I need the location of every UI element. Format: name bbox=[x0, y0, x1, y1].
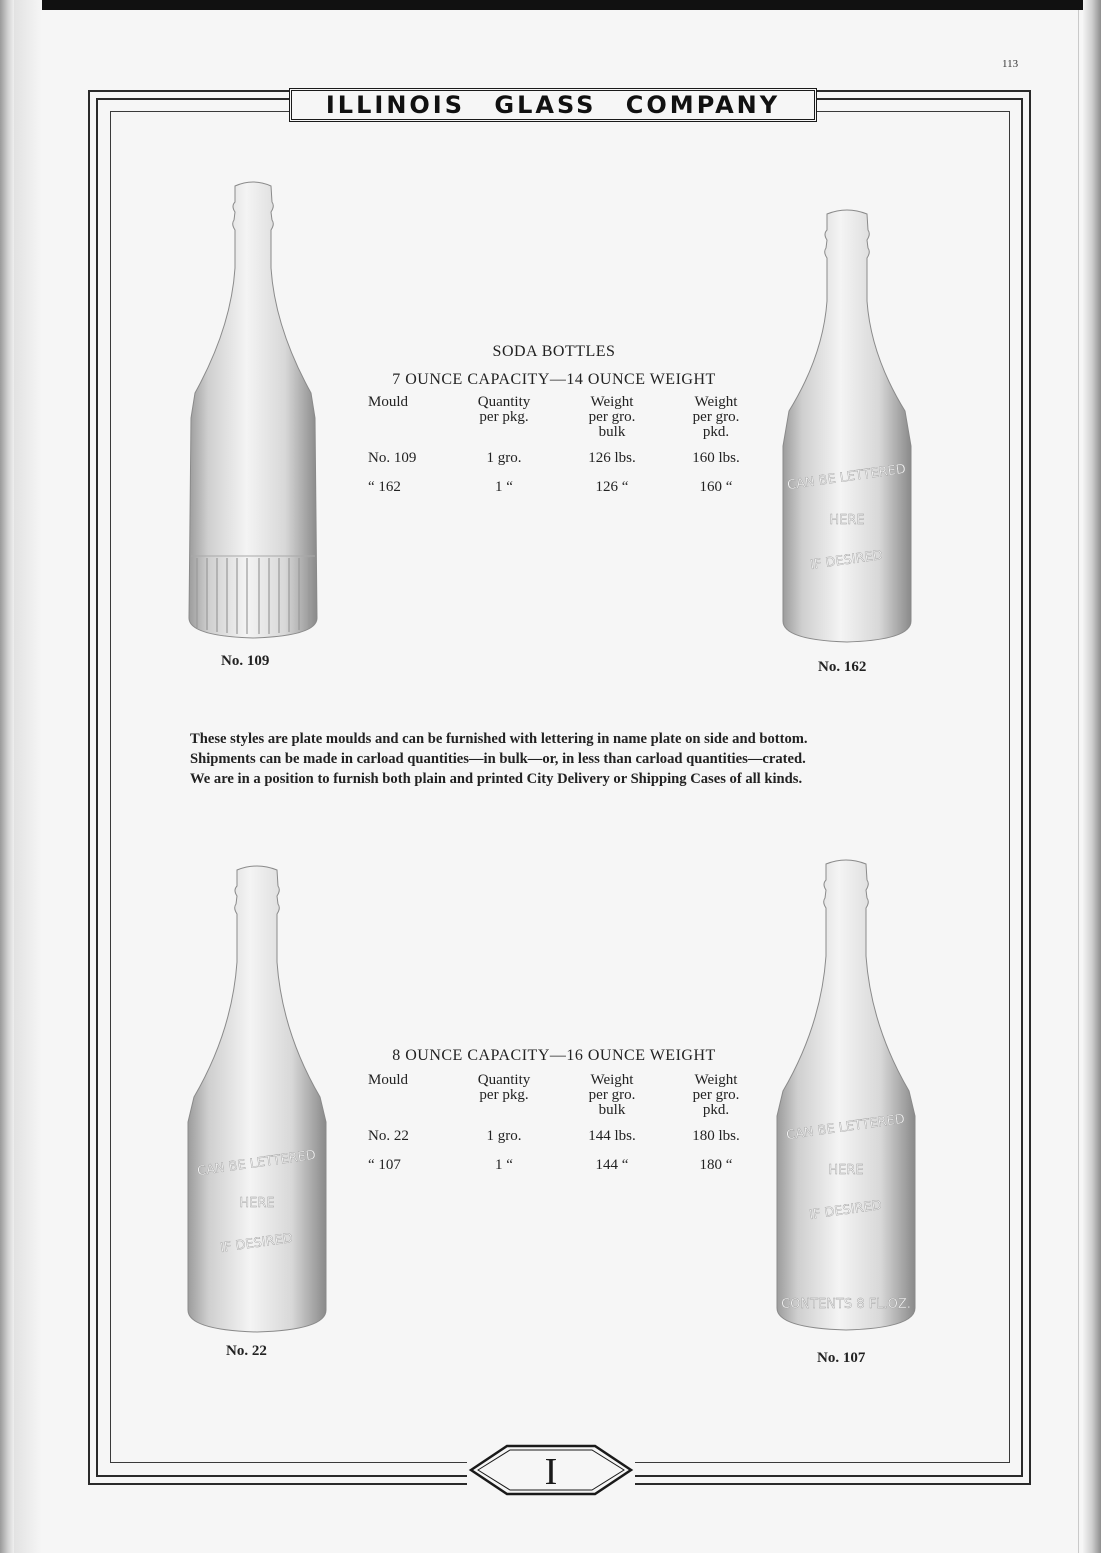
spec-table-7oz bbox=[368, 343, 768, 496]
table-row bbox=[368, 450, 768, 467]
company-title: ILLINOIS GLASS COMPANY bbox=[325, 91, 781, 119]
bottle-caption-107: No. 107 bbox=[817, 1350, 866, 1366]
cell-mould: “ 107 bbox=[368, 1157, 401, 1173]
column-header-sub: per pkg. bbox=[479, 409, 529, 425]
column-header-sub: bulk bbox=[598, 1102, 626, 1118]
column-header: Quantity bbox=[477, 1072, 531, 1088]
cell-weight-pkd: 160 lbs. bbox=[692, 450, 740, 466]
column-header-sub: per gro. bbox=[692, 409, 740, 425]
bottle-caption-109: No. 109 bbox=[221, 653, 270, 669]
cell-weight-pkd: 160 “ bbox=[699, 479, 733, 495]
table-row bbox=[368, 1128, 768, 1145]
cell-weight-bulk: 144 “ bbox=[595, 1157, 629, 1173]
scan-page-edge-line bbox=[1078, 10, 1079, 1553]
scan-edge-right bbox=[1083, 0, 1101, 1553]
cell-quantity: 1 “ bbox=[495, 1157, 513, 1173]
footer-emblem bbox=[467, 1440, 635, 1500]
embossed-text-line: IF DESIRED bbox=[219, 1231, 294, 1257]
bottle-caption-22: No. 22 bbox=[226, 1343, 267, 1359]
column-header-sub: bulk bbox=[598, 424, 626, 440]
notes-paragraph bbox=[190, 729, 940, 789]
bottle-illustration-107 bbox=[771, 856, 921, 1332]
cell-weight-bulk: 126 lbs. bbox=[588, 450, 636, 466]
header-banner bbox=[289, 88, 817, 122]
page-number: 113 bbox=[1002, 58, 1019, 70]
column-header-sub: pkd. bbox=[702, 1102, 730, 1118]
section-subheading: 7 OUNCE CAPACITY—14 OUNCE WEIGHT bbox=[392, 371, 716, 388]
notes-line: We are in a position to furnish both plain and printed City Delivery or Shipping Cases of all kinds. bbox=[190, 771, 803, 787]
bottle-caption-162: No. 162 bbox=[818, 659, 867, 675]
embossed-text-line: HERE bbox=[828, 1163, 864, 1178]
column-header-sub: per gro. bbox=[588, 409, 636, 425]
column-header-sub: per gro. bbox=[588, 1087, 636, 1103]
column-header-sub: per gro. bbox=[692, 1087, 740, 1103]
table-header-row bbox=[368, 1073, 768, 1118]
column-header: Weight bbox=[694, 1072, 738, 1088]
cell-quantity: 1 “ bbox=[495, 479, 513, 495]
column-header: Weight bbox=[694, 394, 738, 410]
scan-edge-left bbox=[0, 0, 14, 1553]
scan-gutter-shadow bbox=[14, 0, 42, 1553]
embossed-text-line: CAN BE LETTERED bbox=[196, 1147, 317, 1180]
cell-weight-bulk: 144 lbs. bbox=[588, 1128, 636, 1144]
cell-weight-pkd: 180 “ bbox=[699, 1157, 733, 1173]
table-row bbox=[368, 1157, 768, 1174]
bottle-illustration-109 bbox=[183, 178, 323, 643]
embossed-text-line: CAN BE LETTERED bbox=[786, 461, 907, 494]
cell-weight-pkd: 180 lbs. bbox=[692, 1128, 740, 1144]
embossed-text-line: IF DESIRED bbox=[808, 1198, 883, 1224]
cell-quantity: 1 gro. bbox=[486, 1128, 522, 1144]
embossed-text-line: HERE bbox=[829, 513, 865, 528]
cell-mould: No. 22 bbox=[368, 1128, 409, 1144]
table-header-row bbox=[368, 395, 768, 440]
notes-line: These styles are plate moulds and can be furnished with lettering in name plate on side and bottom. bbox=[190, 731, 808, 747]
bottle-illustration-22 bbox=[182, 862, 332, 1334]
column-header: Weight bbox=[590, 1072, 634, 1088]
embossed-text-line: CAN BE LETTERED bbox=[785, 1111, 906, 1144]
column-header: Quantity bbox=[477, 394, 531, 410]
column-header: Mould bbox=[368, 1072, 409, 1088]
cell-weight-bulk: 126 “ bbox=[595, 479, 629, 495]
embossed-text-line: CONTENTS 8 FL.OZ. bbox=[781, 1297, 911, 1312]
embossed-text-line: IF DESIRED bbox=[809, 548, 884, 574]
cell-quantity: 1 gro. bbox=[486, 450, 522, 466]
table-row bbox=[368, 479, 768, 496]
cell-mould: No. 109 bbox=[368, 450, 417, 466]
column-header: Mould bbox=[368, 394, 409, 410]
spec-table-8oz bbox=[368, 1047, 768, 1174]
scan-edge-top bbox=[0, 0, 1101, 10]
column-header-sub: pkd. bbox=[702, 424, 730, 440]
embossed-text-line: HERE bbox=[239, 1196, 275, 1211]
bottle-illustration-162 bbox=[777, 206, 917, 646]
notes-line: Shipments can be made in carload quantities—in bulk—or, in less than carload quantities—crated. bbox=[190, 751, 806, 767]
section-heading: SODA BOTTLES bbox=[492, 343, 616, 360]
emblem-letter: I bbox=[544, 1451, 558, 1493]
column-header-sub: per pkg. bbox=[479, 1087, 529, 1103]
section-subheading: 8 OUNCE CAPACITY—16 OUNCE WEIGHT bbox=[392, 1047, 716, 1064]
cell-mould: “ 162 bbox=[368, 479, 401, 495]
column-header: Weight bbox=[590, 394, 634, 410]
